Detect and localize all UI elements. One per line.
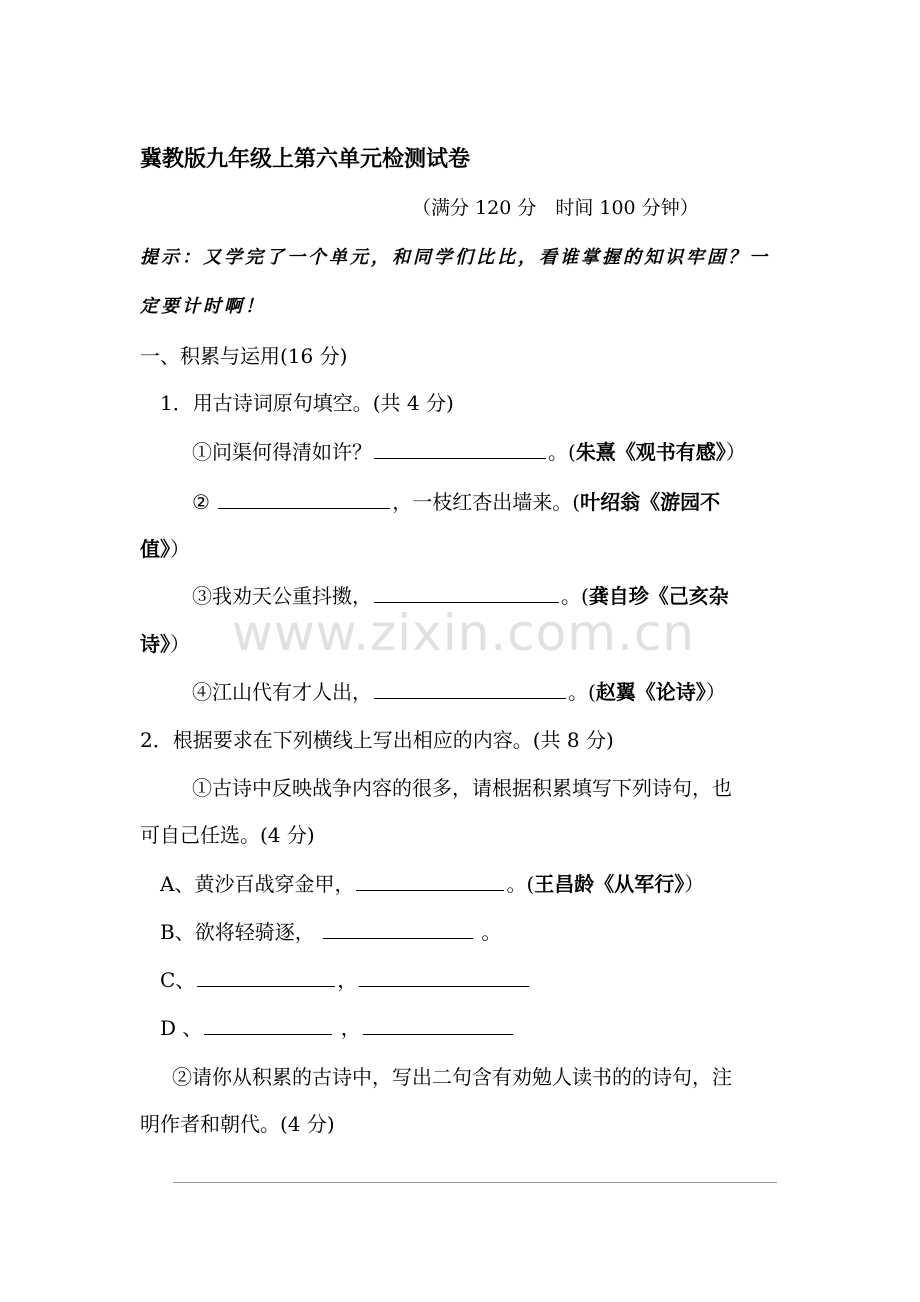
answer-blank[interactable] [374,582,559,603]
item-text: ①问渠何得清如许？ [192,440,372,464]
poem-source: 值》 [140,537,170,561]
watermark: www.zixin.com.cn [232,604,696,662]
question-1-item-1 [192,438,746,466]
item-text: ） [170,632,190,656]
answer-blank[interactable] [204,1014,332,1035]
item-text: 。( [506,872,535,896]
tip-line-1: 提示：又学完了一个单元，和同学们比比，看谁掌握的知识牢固？一 [140,247,770,268]
question-1: 1．用古诗词原句填空。(共 4 分) [160,391,454,415]
item-text: ） [705,680,726,704]
item-text: ） [170,537,190,561]
question-2-part-1-line-1: ①古诗中反映战争内容的很多，请根据积累填写下列诗句，也 [192,776,732,800]
item-text: 。( [561,584,589,608]
item-text: A、黄沙百战穿金甲， [160,872,355,896]
item-text: ， [340,1016,361,1040]
answer-blank[interactable] [359,966,529,987]
item-text: B、欲将轻骑逐， [160,920,315,944]
question-1-item-4 [192,678,726,706]
answer-blank[interactable] [356,870,504,891]
item-text: ） [684,872,705,896]
question-2-part-2-line-2: 明作者和朝代。(4 分) [140,1112,335,1136]
poem-source: 龚自珍《己亥杂 [588,584,729,608]
question-1-item-3-cont [140,630,190,658]
poem-source: 诗》 [140,632,170,656]
option-a [160,870,704,898]
question-2-part-2-line-1: ②请你从积累的古诗中，写出二句含有劝勉人读书的的诗句，注 [172,1065,732,1089]
answer-blank[interactable] [363,1014,513,1035]
poem-source: 叶绍翁《游园不 [580,490,721,514]
question-2-part-1-line-2: 可自己任选。(4 分) [140,823,315,847]
item-text: ） [725,440,746,464]
option-d [160,1014,515,1042]
exam-score-time: （满分 120 分 时间 100 分钟） [412,197,699,219]
item-text: 。( [548,440,576,464]
poem-source: 王昌龄《从军行》 [534,872,685,896]
answer-blank[interactable] [374,438,546,459]
item-text: ， [337,968,358,992]
item-text: ③我劝天公重抖擞， [192,584,372,608]
exam-title: 冀教版九年级上第六单元检测试卷 [140,146,471,172]
answer-blank[interactable] [218,488,390,509]
answer-blank[interactable] [197,966,335,987]
section-1-heading: 一、积累与运用(16 分) [140,344,348,368]
item-text: D 、 [160,1016,203,1040]
question-2: 2．根据要求在下列横线上写出相应的内容。(共 8 分) [140,728,614,752]
item-text: ② [192,490,210,514]
answer-blank[interactable] [374,678,566,699]
item-text: 。( [568,680,596,704]
item-text: C、 [160,968,196,992]
item-text: 。 [481,920,502,944]
option-b [160,918,501,946]
tip-line-2: 定要计时啊！ [140,296,266,317]
question-1-item-2-cont [140,535,190,563]
poem-source: 朱熹《观书有感》 [575,440,726,464]
option-c [160,966,531,994]
answer-line[interactable] [173,1182,777,1183]
poem-source: 赵翼《论诗》 [595,680,706,704]
item-text: ④江山代有才人出， [192,680,372,704]
question-1-item-2 [192,488,720,516]
answer-blank[interactable] [323,918,473,939]
item-text: ，一枝红杏出墙来。( [392,490,581,514]
